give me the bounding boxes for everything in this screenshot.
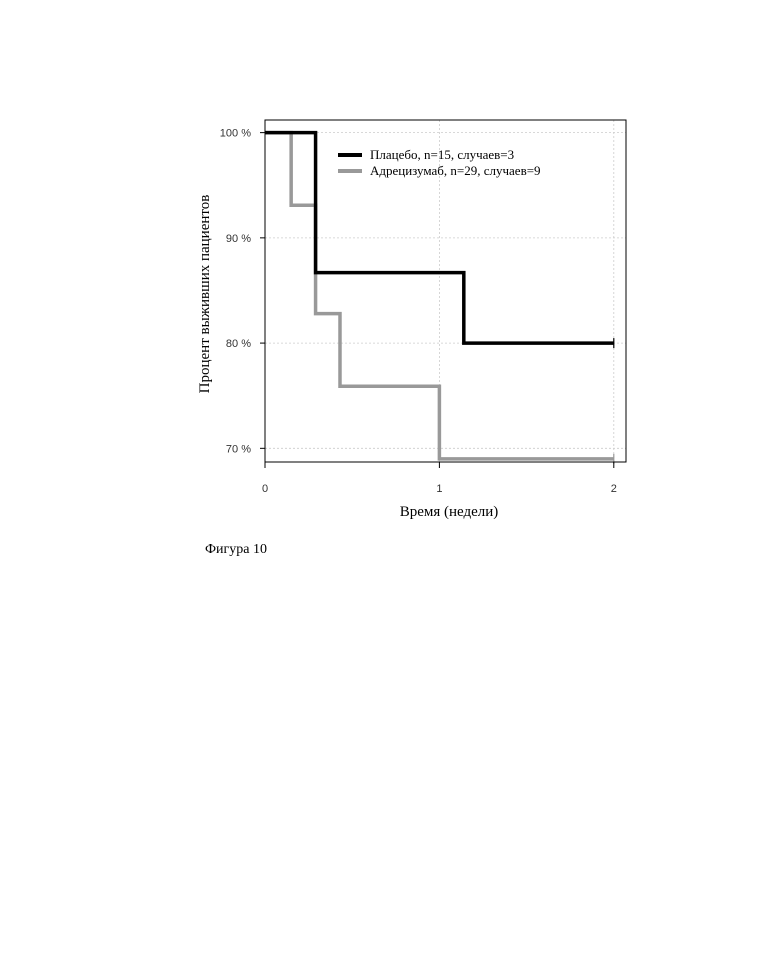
- legend-label-2: Адрецизумаб, n=29, случаев=9: [370, 163, 541, 178]
- x-tick-label: 1: [436, 483, 442, 495]
- y-axis-title: Процент выживших пациентов: [197, 195, 213, 394]
- x-tick-label: 0: [262, 483, 268, 495]
- y-tick-label: 70 %: [226, 443, 251, 455]
- figure-caption: Фигура 10: [205, 542, 267, 558]
- axes: [220, 128, 617, 495]
- x-tick-label: 2: [611, 483, 617, 495]
- survival-chart: [0, 0, 780, 976]
- legend-label-1: Плацебо, n=15, случаев=3: [370, 147, 514, 162]
- y-tick-label: 80 %: [226, 338, 251, 350]
- x-axis-title: Время (недели): [400, 504, 499, 520]
- y-tick-label: 90 %: [226, 233, 251, 245]
- y-tick-label: 100 %: [220, 128, 251, 140]
- legend: [338, 147, 541, 178]
- series-lines: [265, 133, 614, 464]
